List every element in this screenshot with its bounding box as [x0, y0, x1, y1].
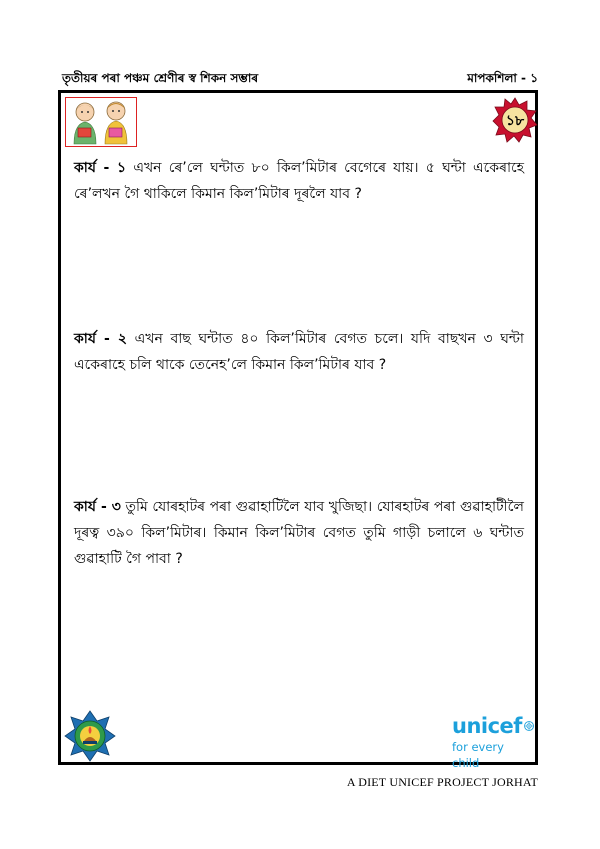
- task-2-text: এখন বাছ ঘন্টাত ৪০ কিল’মিটাৰ বেগত চলে। যদি বাছখন ৩ ঘন্টা একেৰাহে চলি থাকে তেনেহ’লে কিমান কিল’মিটাৰ যাব ?: [74, 331, 524, 373]
- task-1: [74, 155, 524, 207]
- page-number: ১৮: [505, 113, 525, 129]
- kids-reading-illustration: [65, 97, 137, 147]
- unicef-brand-text: unicef: [452, 714, 522, 738]
- task-2: [74, 326, 524, 378]
- footer-credit: A DIET UNICEF PROJECT JORHAT: [346, 775, 538, 789]
- page-header-right: মাপকশিলা - ১: [467, 71, 538, 85]
- task-3: [74, 494, 524, 572]
- task-1-label: কাৰ্য - ১: [74, 160, 127, 176]
- task-3-label: কাৰ্য - ৩: [74, 499, 121, 515]
- page-header-left: তৃতীয়ৰ পৰা পঞ্চম শ্ৰেণীৰ স্ব শিকন সম্ভাৰ: [62, 71, 259, 85]
- diet-emblem: [64, 710, 116, 762]
- task-3-text: তুমি যোৰহাটৰ পৰা গুৱাহাটিলৈ যাব খুজিছা। যোৰহাটৰ পৰা গুৱাহাটীলৈ দূৰত্ব ৩৯০ কিল’মিটাৰ। কিমান কিল’মিটাৰ বেগত তুমি গাড়ী চলালে ৬ ঘন্টাত গুৱাহাটি গৈ পাবা ?: [74, 499, 524, 567]
- diet-logo-icon: [64, 710, 116, 762]
- task-1-text: এখন ৰে’লে ঘন্টাত ৮০ কিল’মিটাৰ বেগেৰে যায়। ৫ ঘন্টা একেৰাহে ৰে’লখন গৈ থাকিলে কিমান কিল’মিটাৰ দূৰলৈ যাব ?: [74, 160, 525, 202]
- unicef-tagline: for every child: [452, 740, 504, 770]
- kids-reading-icon: [66, 98, 135, 145]
- task-2-label: কাৰ্য - ২: [74, 331, 127, 347]
- page-number-badge: [492, 97, 538, 143]
- unicef-logo: [452, 714, 534, 770]
- unicef-globe-icon: [524, 717, 534, 735]
